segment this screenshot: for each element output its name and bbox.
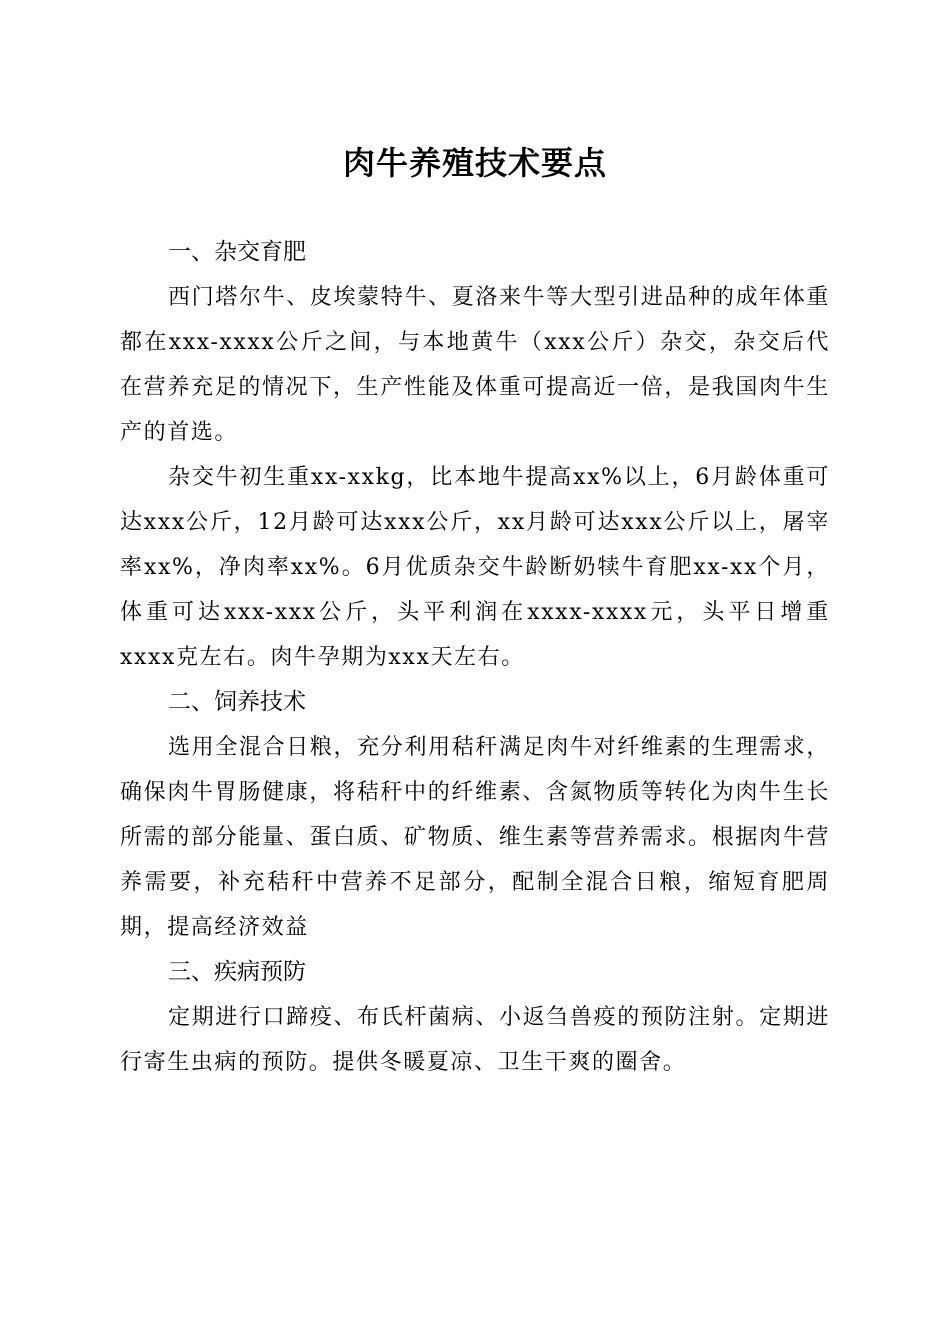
section-heading: 三、疾病预防 [168, 959, 306, 985]
document-title: 肉牛养殖技术要点 [342, 144, 607, 182]
section-crossbreeding [120, 230, 830, 680]
section-heading: 一、杂交育肥 [168, 239, 306, 265]
document-body [120, 230, 830, 1085]
paragraph: 杂交牛初生重xx-xxkg，比本地牛提高xx%以上，6月龄体重可达xxx公斤，12月龄可达xxx公斤，xx月龄可达xxx公斤以上，屠宰率xx%，净肉率xx%。6月优质杂交牛龄断奶犊牛育肥xx-xx个月，体重可达xxx-xxx公斤，头平利润在xxxx-xxxx元，头平日增重xxxx克左右。肉牛孕期为xxx天左右。 [120, 465, 830, 670]
paragraph: 西门塔尔牛、皮埃蒙特牛、夏洛来牛等大型引进品种的成年体重都在xxx-xxxx公斤之间，与本地黄牛（xxx公斤）杂交，杂交后代在营养充足的情况下，生产性能及体重可提高近一倍，是我国肉牛生产的首选。 [120, 285, 830, 445]
section-feeding [120, 680, 830, 950]
section-disease-prevention [120, 950, 830, 1085]
paragraph: 选用全混合日粮，充分利用秸秆满足肉牛对纤维素的生理需求，确保肉牛胃肠健康，将秸秆中的纤维素、含氮物质等转化为肉牛生长所需的部分能量、蛋白质、矿物质、维生素等营养需求。根据肉牛营养需要，补充秸秆中营养不足部分，配制全混合日粮，缩短育肥周期，提高经济效益 [120, 735, 830, 940]
section-heading: 二、饲养技术 [168, 689, 306, 715]
paragraph: 定期进行口蹄疫、布氏杆菌病、小返刍兽疫的预防注射。定期进行寄生虫病的预防。提供冬暖夏凉、卫生干爽的圈舍。 [120, 1005, 830, 1075]
